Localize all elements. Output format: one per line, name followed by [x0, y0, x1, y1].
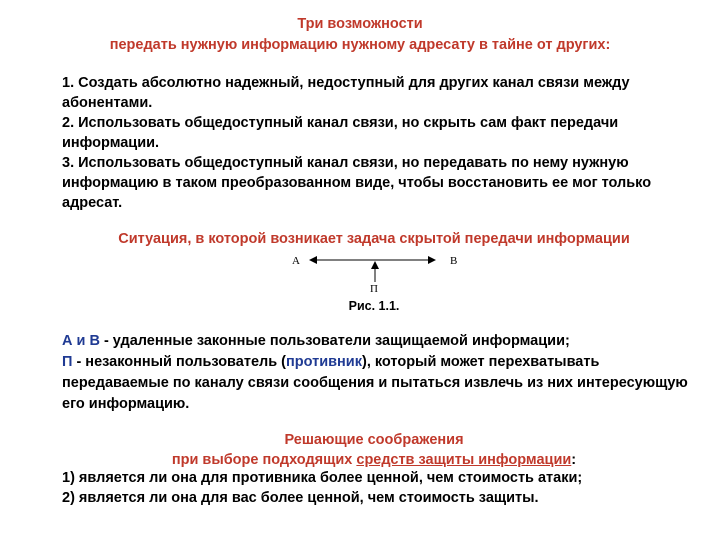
- node-p-label: П: [370, 283, 378, 295]
- question-item: 2) является ли она для вас более ценной, чем стоимость защиты.: [62, 490, 539, 506]
- term-p: П: [62, 354, 73, 370]
- definitions: [62, 331, 692, 415]
- title-line-1: Три возможности: [297, 16, 423, 32]
- channel-diagram: [285, 246, 465, 296]
- decision-questions: [62, 468, 702, 508]
- channel-diagram-svg: [285, 246, 465, 296]
- definition-p-text-1: - незаконный пользователь (: [72, 354, 286, 370]
- definition-p: [62, 352, 692, 415]
- definition-ab: [62, 331, 692, 352]
- figure-caption: Рис. 1.1.: [348, 299, 400, 313]
- option-item: 3. Использовать общедоступный канал связи, но передавать по нему нужную информацию в таком преобразованном виде, чтобы восстановить ее мог только адресат.: [62, 155, 652, 211]
- question-item: 1) является ли она для противника более ценной, чем стоимость атаки;: [62, 470, 583, 486]
- definition-ab-text: - удаленные законные пользователи защищаемой информации;: [99, 333, 570, 349]
- decision-heading-line-1: Решающие соображения: [284, 432, 464, 448]
- protection-means-link[interactable]: средств защиты информации: [356, 452, 572, 468]
- node-a-label: А: [292, 255, 300, 267]
- decision-heading-line-2: [0, 450, 720, 470]
- node-b-label: В: [450, 255, 458, 267]
- situation-heading: Ситуация, в которой возникает задача скрытой передачи информации: [118, 231, 630, 247]
- decision-heading: [0, 430, 720, 470]
- title-line-2: передать нужную информацию нужному адресату в тайне от других:: [109, 37, 611, 53]
- term-ab: А и В: [62, 333, 100, 349]
- term-opponent: противник: [286, 354, 362, 370]
- decision-heading-post: :: [571, 452, 577, 468]
- options-list: [62, 73, 692, 213]
- decision-heading-pre: при выборе подходящих: [171, 452, 357, 468]
- page-title: [0, 14, 720, 56]
- option-item: 2. Использовать общедоступный канал связи, но скрыть сам факт передачи информации.: [62, 115, 619, 151]
- option-item: 1. Создать абсолютно надежный, недоступный для других канал связи между абонентами.: [62, 75, 630, 111]
- definition-p-text-2: ), который может перехватывать передаваемые по каналу связи сообщения и пытаться извлечь из них интересующую его информацию.: [62, 354, 688, 412]
